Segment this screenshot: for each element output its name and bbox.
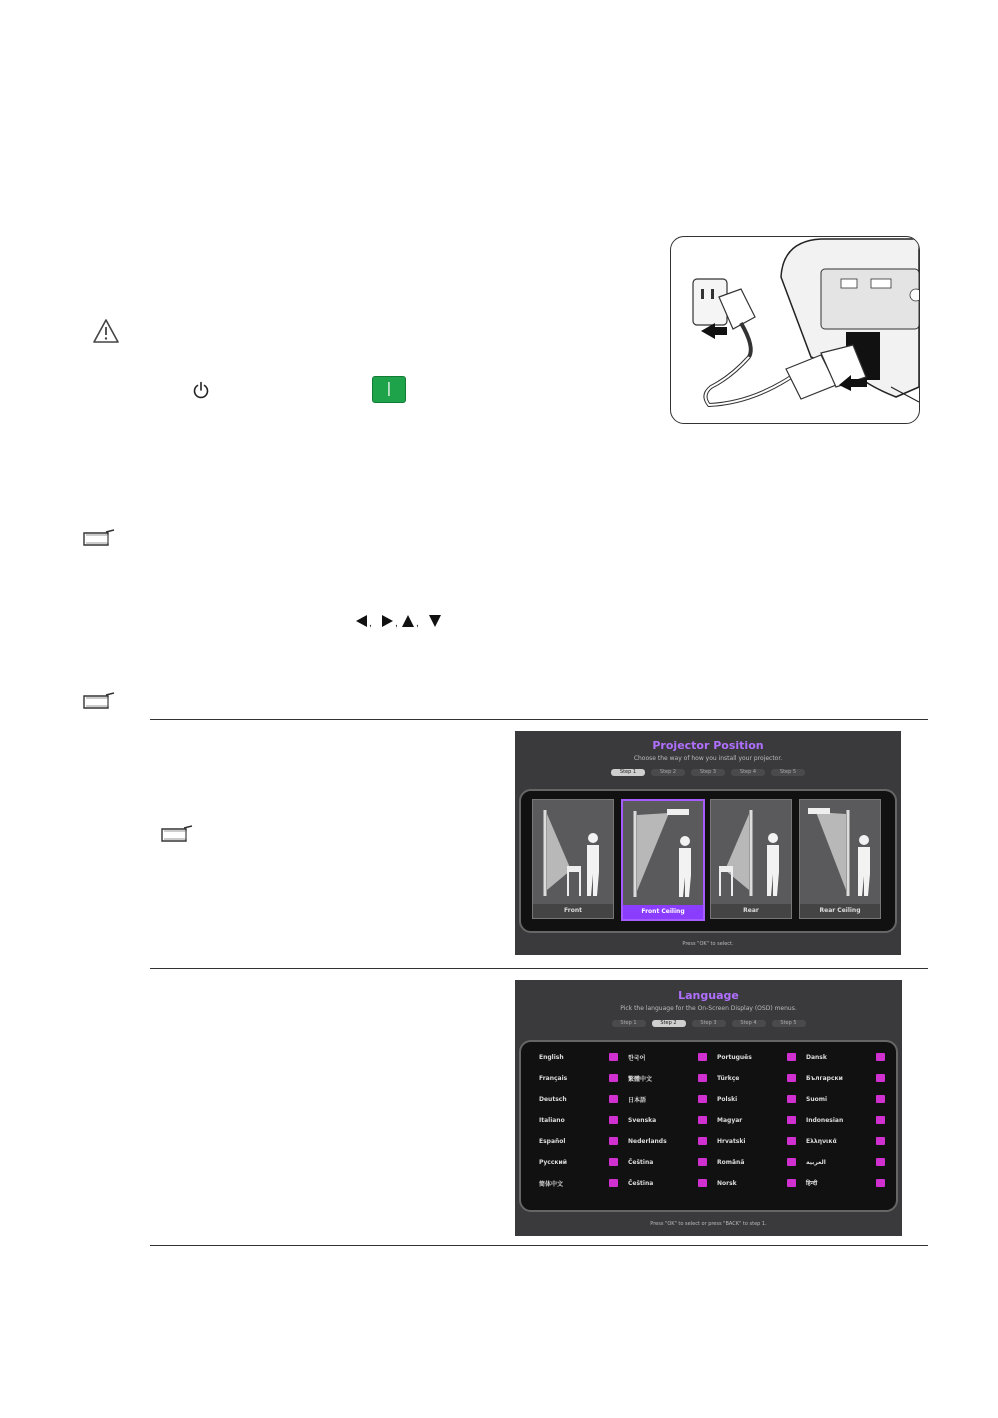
language-checkbox[interactable]	[876, 1137, 885, 1145]
language-option[interactable]	[628, 1157, 707, 1167]
language-option[interactable]	[806, 1136, 885, 1146]
language-option-label: Nederlands	[628, 1137, 667, 1145]
osd-footer: Press "OK" to select.	[682, 941, 734, 947]
osd-step: Step 1	[611, 769, 645, 776]
language-checkbox[interactable]	[787, 1116, 796, 1124]
language-checkbox[interactable]	[876, 1179, 885, 1187]
svg-text:,: ,	[395, 618, 398, 629]
language-option[interactable]	[717, 1157, 796, 1167]
up-arrow-icon	[402, 615, 414, 627]
language-option[interactable]	[806, 1094, 885, 1104]
language-option[interactable]	[539, 1094, 618, 1104]
position-option-rear-ceiling[interactable]	[799, 799, 881, 919]
language-checkbox[interactable]	[787, 1137, 796, 1145]
language-option[interactable]	[717, 1073, 796, 1083]
language-checkbox[interactable]	[609, 1116, 618, 1124]
language-option-label: 日本語	[628, 1096, 647, 1104]
language-option-label: Hrvatski	[717, 1137, 746, 1145]
down-arrow-icon	[429, 615, 441, 627]
language-option-label: Italiano	[539, 1116, 565, 1124]
language-option-label: 简体中文	[539, 1180, 564, 1188]
language-checkbox[interactable]	[609, 1095, 618, 1103]
language-checkbox[interactable]	[698, 1137, 707, 1145]
right-arrow-icon	[382, 615, 393, 627]
language-option-label: Čeština	[628, 1158, 654, 1166]
position-option-front[interactable]	[532, 799, 614, 919]
osd-step-bar	[612, 1020, 806, 1027]
left-arrow-icon	[356, 615, 367, 627]
language-checkbox[interactable]	[609, 1137, 618, 1145]
osd-step: Step 2	[652, 1020, 686, 1027]
language-option-label: Deutsch	[539, 1095, 567, 1103]
language-option[interactable]	[806, 1052, 885, 1062]
language-option-label: Suomi	[806, 1095, 828, 1103]
osd-step: Step 3	[691, 769, 725, 776]
osd-subtitle: Pick the language for the On-Screen Display (OSD) menus.	[620, 1005, 797, 1012]
language-option-label: العربية	[806, 1158, 826, 1166]
language-option-label: 한국어	[628, 1054, 646, 1062]
language-option-label: Español	[539, 1137, 566, 1145]
warning-triangle-icon	[92, 318, 120, 344]
osd-step: Step 4	[731, 769, 765, 776]
language-checkbox[interactable]	[876, 1116, 885, 1124]
language-option[interactable]	[539, 1052, 618, 1062]
language-checkbox[interactable]	[787, 1074, 796, 1082]
language-option[interactable]	[539, 1073, 618, 1083]
language-checkbox[interactable]	[609, 1053, 618, 1061]
language-option[interactable]	[539, 1157, 618, 1167]
osd-step: Step 2	[651, 769, 685, 776]
language-option-label: Čeština	[628, 1179, 654, 1187]
language-checkbox[interactable]	[609, 1074, 618, 1082]
osd-title: Language	[678, 989, 739, 1002]
language-checkbox[interactable]	[876, 1095, 885, 1103]
osd-footer: Press "OK" to select or press "BACK" to step 1.	[650, 1221, 767, 1227]
language-option[interactable]	[806, 1157, 885, 1167]
language-checkbox[interactable]	[609, 1179, 618, 1187]
language-option[interactable]	[806, 1115, 885, 1125]
osd-step-bar	[611, 769, 805, 776]
note-pencil-icon	[82, 691, 116, 711]
language-option-label: Dansk	[806, 1053, 827, 1061]
language-option[interactable]	[539, 1136, 618, 1146]
osd-subtitle: Choose the way of how you install your projector.	[633, 755, 783, 762]
position-option-label: Rear Ceiling	[800, 904, 880, 918]
language-checkbox[interactable]	[698, 1053, 707, 1061]
language-option[interactable]	[628, 1178, 707, 1188]
language-option-label: Norsk	[717, 1179, 737, 1187]
language-option[interactable]	[628, 1115, 707, 1125]
language-checkbox[interactable]	[698, 1074, 707, 1082]
language-grid	[539, 1052, 885, 1188]
power-indicator-light: |	[372, 376, 406, 403]
language-option-label: 繁體中文	[628, 1075, 653, 1083]
position-option-front-ceiling[interactable]	[621, 799, 705, 921]
language-checkbox[interactable]	[698, 1158, 707, 1166]
language-option-label: Русский	[539, 1158, 567, 1166]
language-option[interactable]	[717, 1094, 796, 1104]
power-cord-illustration	[670, 236, 920, 424]
power-icon	[191, 380, 211, 400]
language-checkbox[interactable]	[698, 1095, 707, 1103]
language-option-label: Български	[806, 1074, 843, 1082]
language-option-label: Français	[539, 1074, 568, 1082]
osd-title: Projector Position	[652, 739, 764, 752]
language-checkbox[interactable]	[698, 1116, 707, 1124]
language-option[interactable]	[717, 1052, 796, 1062]
position-option-label: Front	[533, 904, 613, 918]
language-option[interactable]	[717, 1115, 796, 1125]
language-checkbox[interactable]	[787, 1095, 796, 1103]
osd-step: Step 5	[772, 1020, 806, 1027]
language-checkbox[interactable]	[787, 1179, 796, 1187]
language-option-label: Ελληνικά	[806, 1137, 837, 1145]
position-option-rear[interactable]	[710, 799, 792, 919]
language-option-label: Svenska	[628, 1116, 657, 1124]
language-checkbox[interactable]	[787, 1053, 796, 1061]
language-option-label: Polski	[717, 1095, 738, 1103]
language-option[interactable]	[717, 1136, 796, 1146]
table-rule-top	[150, 719, 928, 720]
position-option-label: Front Ceiling	[623, 905, 703, 919]
osd-step: Step 5	[771, 769, 805, 776]
osd-step: Step 3	[692, 1020, 726, 1027]
note-pencil-icon	[82, 528, 116, 548]
language-checkbox[interactable]	[876, 1074, 885, 1082]
language-checkbox[interactable]	[698, 1179, 707, 1187]
language-option-label: Türkçe	[717, 1074, 740, 1082]
language-option-label: Indonesian	[806, 1116, 844, 1124]
osd-projector-position-screen	[515, 731, 901, 955]
language-checkbox[interactable]	[876, 1053, 885, 1061]
language-option-label: English	[539, 1053, 564, 1061]
svg-text:,: ,	[369, 618, 372, 629]
language-option-label: Magyar	[717, 1116, 743, 1124]
language-option[interactable]	[628, 1052, 707, 1062]
osd-step: Step 4	[732, 1020, 766, 1027]
language-option-label: Português	[717, 1053, 752, 1061]
language-option[interactable]	[539, 1178, 618, 1188]
svg-text:,: ,	[416, 618, 419, 629]
language-option[interactable]	[806, 1178, 885, 1188]
table-rule-bottom	[150, 1245, 928, 1246]
note-pencil-icon	[160, 824, 194, 844]
language-option[interactable]	[806, 1073, 885, 1083]
language-checkbox[interactable]	[876, 1158, 885, 1166]
language-option-label: Română	[717, 1158, 745, 1166]
language-option[interactable]	[717, 1178, 796, 1188]
osd-language-screen	[515, 980, 902, 1236]
language-checkbox[interactable]	[609, 1158, 618, 1166]
language-option[interactable]	[628, 1094, 707, 1104]
language-option[interactable]	[628, 1136, 707, 1146]
language-checkbox[interactable]	[787, 1158, 796, 1166]
arrow-keys-icons	[356, 613, 446, 629]
table-rule-middle	[150, 968, 928, 969]
language-option-label: हिन्दी	[806, 1180, 818, 1187]
position-option-label: Rear	[711, 904, 791, 918]
language-option[interactable]	[539, 1115, 618, 1125]
osd-step: Step 1	[612, 1020, 646, 1027]
language-option[interactable]	[628, 1073, 707, 1083]
